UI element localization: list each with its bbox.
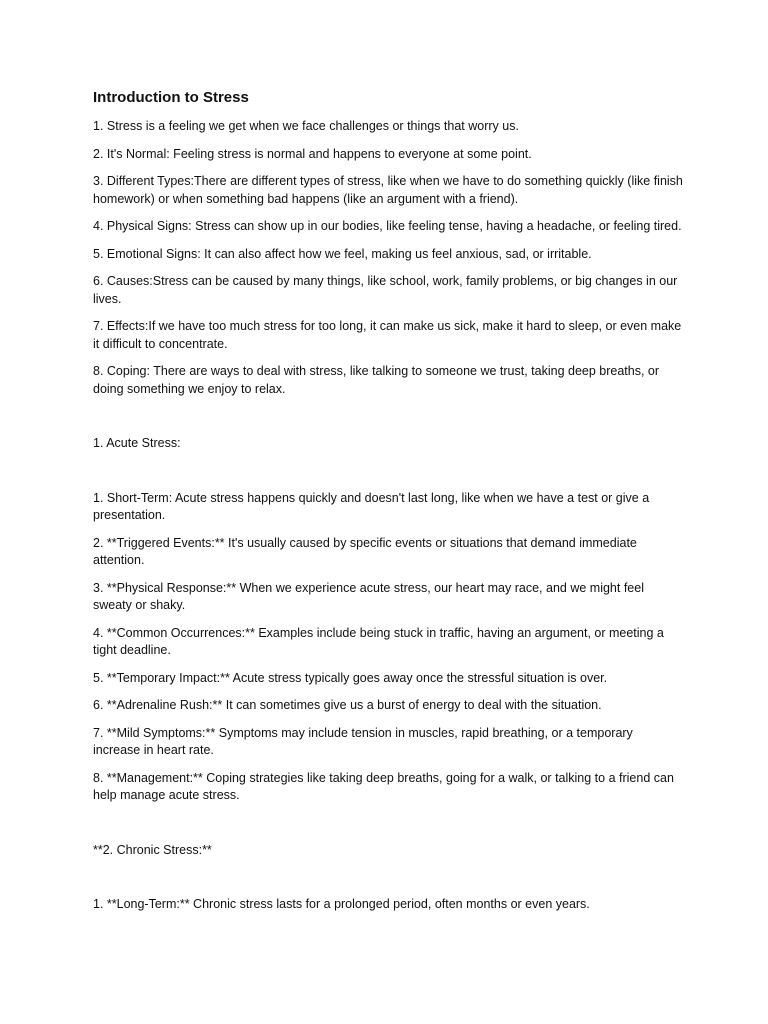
acute-item-2: 2. **Triggered Events:** It's usually caused by specific events or situations that demand immediate attention. — [93, 535, 637, 567]
document-body — [93, 88, 683, 924]
acute-item-7: 7. **Mild Symptoms:** Symptoms may include tension in muscles, rapid breathing, or a temporary increase in heart rate. — [93, 725, 633, 757]
intro-item-2: 2. It's Normal: Feeling stress is normal and happens to everyone at some point. — [93, 146, 532, 161]
intro-item-3: 3. Different Types:There are different types of stress, like when we have to do something quickly (like finish homework) or when something bad happens (like an argument with a friend). — [93, 174, 683, 206]
intro-item-1: 1. Stress is a feeling we get when we face challenges or things that worry us. — [93, 119, 519, 133]
chronic-item-1: 1. **Long-Term:** Chronic stress lasts for a prolonged period, often months or even years. — [93, 897, 590, 911]
section-spacer — [93, 815, 683, 842]
section-spacer — [93, 869, 683, 896]
acute-item-1: 1. Short-Term: Acute stress happens quickly and doesn't last long, like when we have a test or give a presentation. — [93, 490, 650, 522]
acute-item-4: 4. **Common Occurrences:** Examples include being stuck in traffic, having an argument, or meeting a tight deadline. — [93, 625, 664, 657]
intro-item-5: 5. Emotional Signs: It can also affect how we feel, making us feel anxious, sad, or irritable. — [93, 246, 592, 261]
document-title: Introduction to Stress — [93, 89, 249, 106]
intro-item-4: 4. Physical Signs: Stress can show up in our bodies, like feeling tense, having a headache, or feeling tired. — [93, 219, 682, 233]
section-spacer — [93, 463, 683, 490]
acute-item-6: 6. **Adrenaline Rush:** It can sometimes give us a burst of energy to deal with the situation. — [93, 698, 602, 712]
acute-item-5: 5. **Temporary Impact:** Acute stress typically goes away once the stressful situation is over. — [93, 670, 608, 685]
intro-item-6: 6. Causes:Stress can be caused by many things, like school, work, family problems, or big changes in our lives. — [93, 274, 678, 306]
section-spacer — [93, 408, 683, 435]
intro-item-7: 7. Effects:If we have too much stress for too long, it can make us sick, make it hard to sleep, or even make it difficult to concentrate. — [93, 319, 682, 351]
acute-stress-heading: 1. Acute Stress: — [93, 436, 181, 450]
acute-item-3: 3. **Physical Response:** When we experience acute stress, our heart may race, and we might feel sweaty or shaky. — [93, 580, 644, 612]
intro-item-8: 8. Coping: There are ways to deal with stress, like talking to someone we trust, taking deep breaths, or doing something we enjoy to relax. — [93, 364, 660, 396]
acute-item-8: 8. **Management:** Coping strategies like taking deep breaths, going for a walk, or talking to a friend can help manage acute stress. — [93, 770, 674, 802]
chronic-stress-heading: **2. Chronic Stress:** — [93, 842, 212, 857]
